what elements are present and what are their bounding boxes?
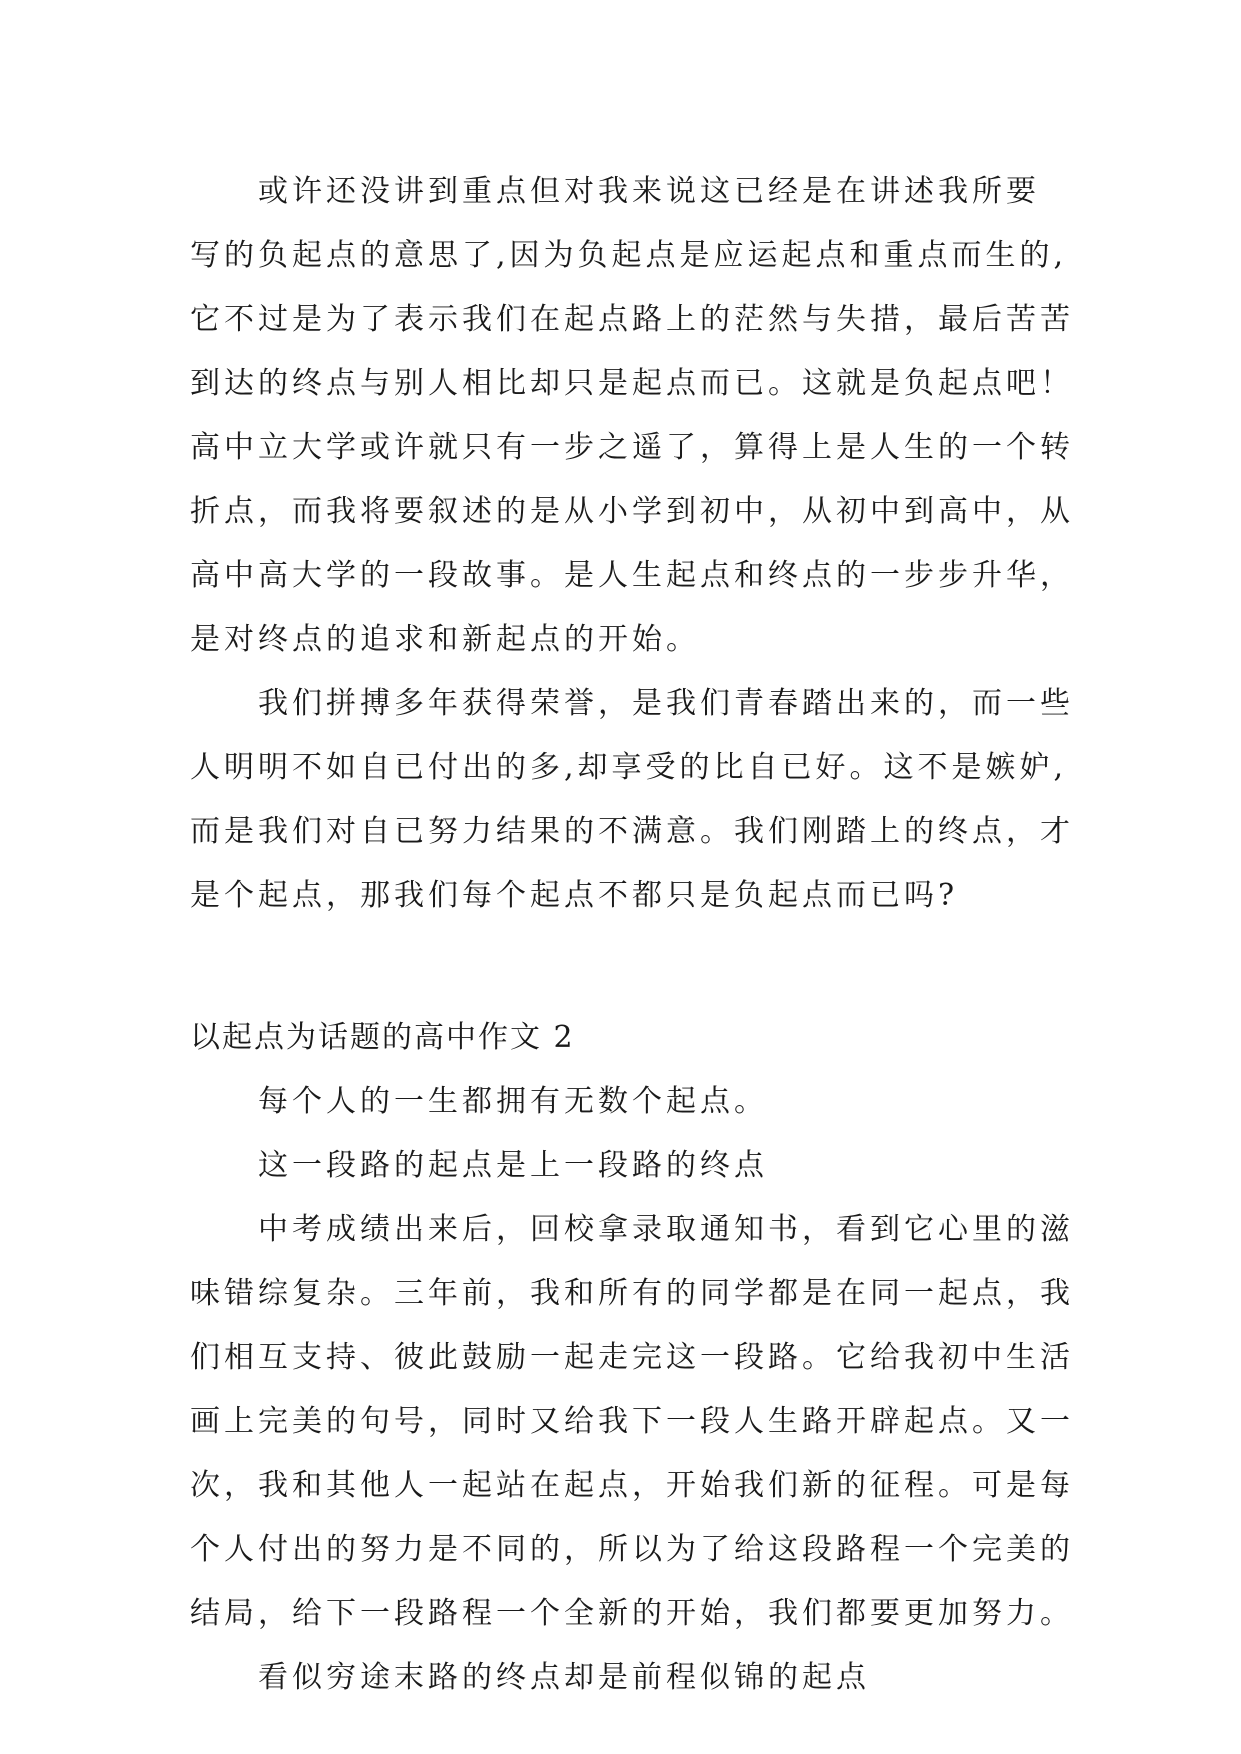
paragraph-line: 我们拼搏多年获得荣誉，是我们青春踏出来的，而一些 — [258, 686, 1074, 721]
section-spacer — [190, 928, 1080, 1006]
paragraph-line: 写的负起点的意思了,因为负起点是应运起点和重点而生的, — [190, 238, 1068, 273]
paragraph-line: 高中立大学或许就只有一步之遥了，算得上是人生的一个转 — [190, 430, 1074, 465]
paragraph-line: 个人付出的努力是不同的，所以为了给这段路程一个完美的 — [190, 1532, 1074, 1567]
paragraph-line: 们相互支持、彼此鼓励一起走完这一段路。它给我初中生活 — [190, 1340, 1074, 1375]
paragraph-line: 或许还没讲到重点但对我来说这已经是在讲述我所要 — [258, 174, 1040, 209]
paragraph-line: 人明明不如自已付出的多,却享受的比自已好。这不是嫉妒, — [190, 750, 1068, 785]
paragraph-line: 中考成绩出来后，回校拿录取通知书，看到它心里的滋 — [258, 1212, 1074, 1247]
paragraph-line: 结局，给下一段路程一个全新的开始，我们都要更加努力。 — [190, 1596, 1074, 1631]
paragraph-line: 而是我们对自已努力结果的不满意。我们刚踏上的终点，才 — [190, 814, 1074, 849]
paragraph-line: 这一段路的起点是上一段路的终点 — [258, 1148, 768, 1183]
paragraph-line: 是对终点的追求和新起点的开始。 — [190, 622, 700, 657]
essay-body — [190, 160, 1080, 1710]
paragraph-line: 是个起点，那我们每个起点不都只是负起点而已吗? — [190, 878, 959, 913]
paragraph-line: 折点，而我将要叙述的是从小学到初中，从初中到高中，从 — [190, 494, 1074, 529]
paragraph-line: 看似穷途末路的终点却是前程似锦的起点 — [258, 1660, 870, 1695]
paragraph-line: 次，我和其他人一起站在起点，开始我们新的征程。可是每 — [190, 1468, 1074, 1503]
paragraph-line: 每个人的一生都拥有无数个起点。 — [258, 1084, 768, 1119]
paragraph-line: 味错综复杂。三年前，我和所有的同学都是在同一起点，我 — [190, 1276, 1074, 1311]
paragraph-line: 高中高大学的一段故事。是人生起点和终点的一步步升华， — [190, 558, 1074, 593]
paragraph-line: 画上完美的句号，同时又给我下一段人生路开辟起点。又一 — [190, 1404, 1074, 1439]
paragraph-line: 到达的终点与别人相比却只是起点而已。这就是负起点吧！ — [190, 366, 1074, 401]
section-title: 以起点为话题的高中作文 2 — [190, 1020, 575, 1055]
paragraph-line: 它不过是为了表示我们在起点路上的茫然与失措，最后苦苦 — [190, 302, 1074, 337]
